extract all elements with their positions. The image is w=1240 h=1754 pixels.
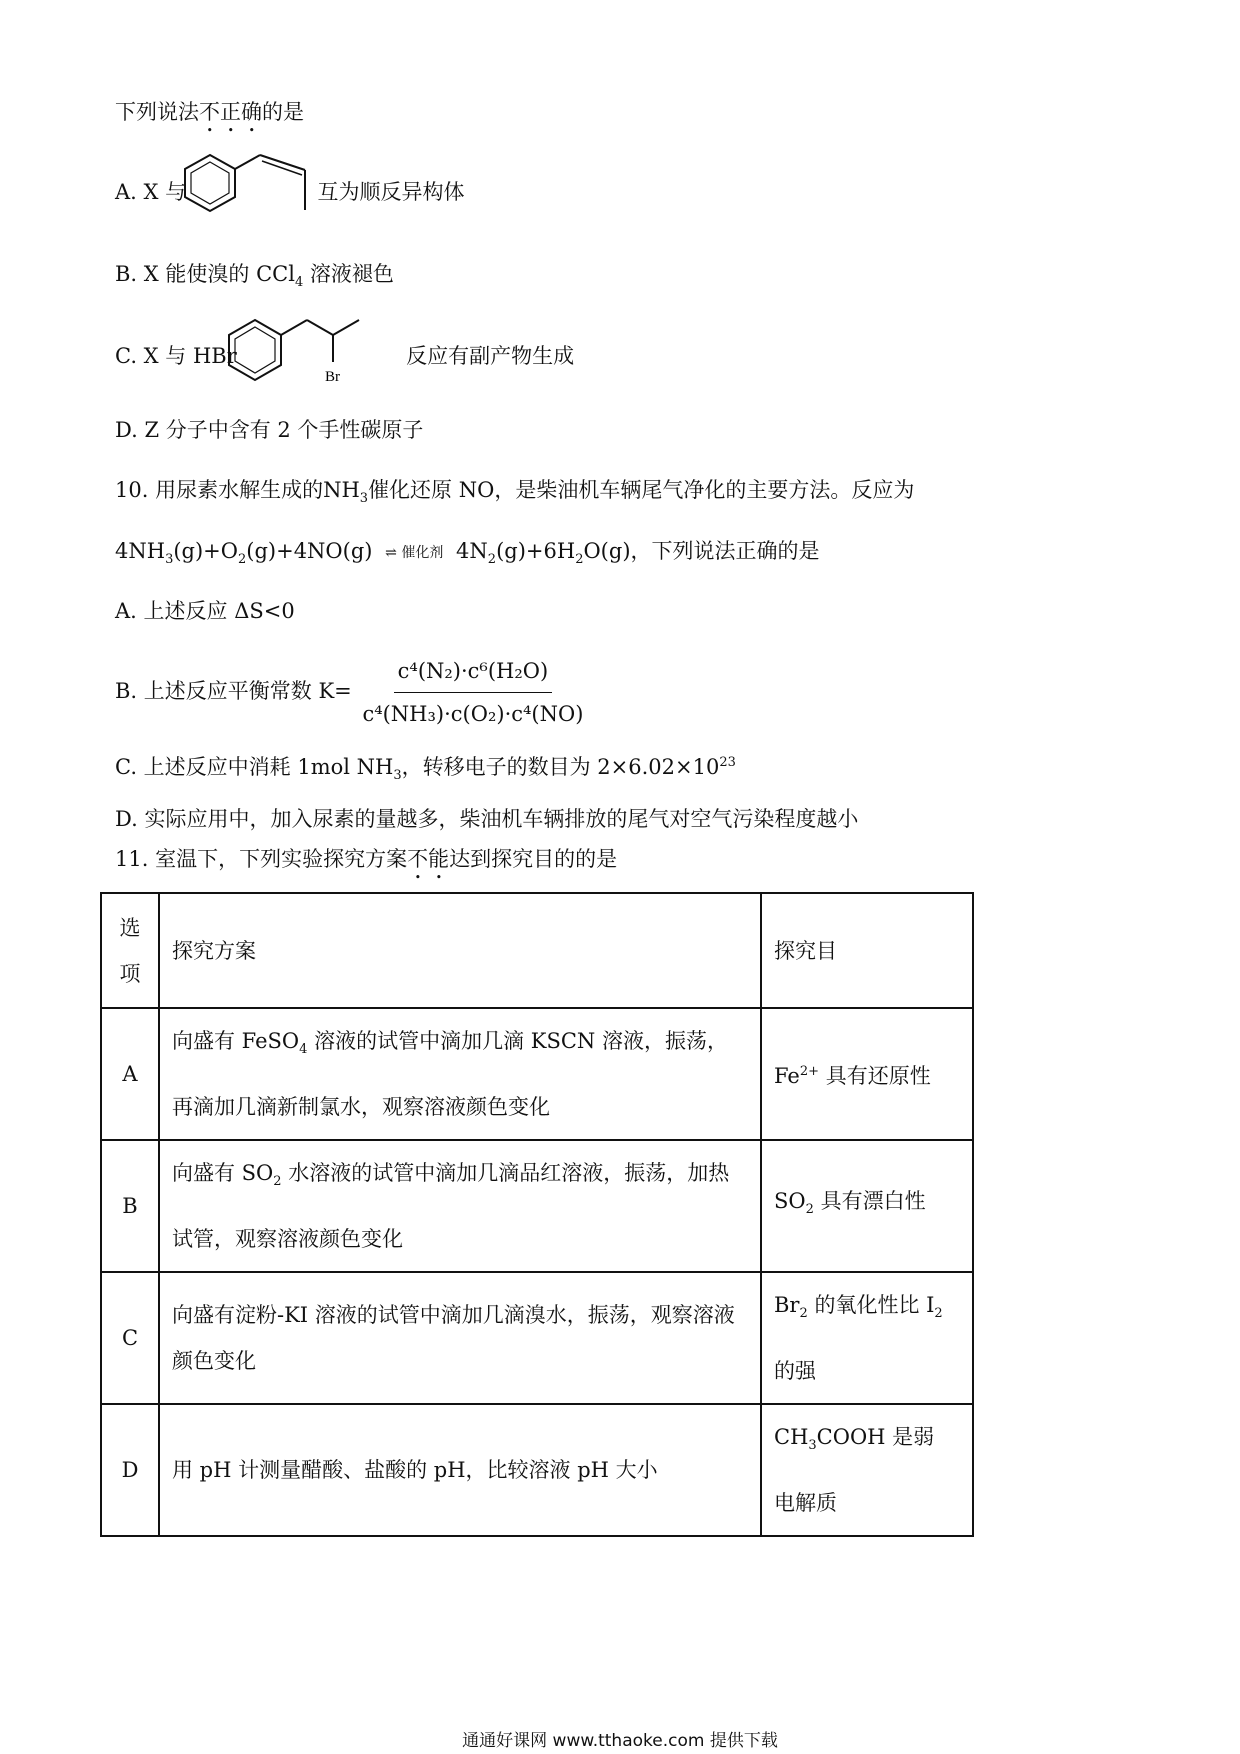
- row-goal: $Fe^{2+}$ 具有还原性: [761, 1008, 973, 1140]
- equilibrium-arrow: ⇌ 催化剂: [385, 544, 444, 561]
- bromopropylbenzene-structure: [225, 310, 385, 392]
- q9-option-a: A. X 与 互为顺反异构体: [115, 180, 465, 204]
- row-key: D: [101, 1404, 159, 1536]
- q10-option-d: D. 实际应用中，加入尿素的量越多，柴油机车辆排放的尾气对空气污染程度越小: [115, 807, 859, 831]
- q11-stem: 11. 室温下，下列实验探究方案不能达到探究目的的是: [115, 847, 618, 871]
- q10-option-a: A. 上述反应 ΔS<0: [115, 599, 295, 623]
- table-row: [101, 1008, 973, 1140]
- row-key: A: [101, 1008, 159, 1140]
- row-goal: $Br_2$ 的氧化性比 $I_2$ 的强: [761, 1272, 973, 1404]
- row-plan: 向盛有 $SO_2$ 水溶液的试管中滴加几滴品红溶液，振荡，加热 试管，观察溶液颜色变化: [159, 1140, 761, 1272]
- row-plan: 向盛有淀粉-KI 溶液的试管中滴加几滴溴水，振荡，观察溶液 颜色变化: [159, 1272, 761, 1404]
- table-row: [101, 1272, 973, 1404]
- table-header-row: [101, 893, 973, 1008]
- row-key: B: [101, 1140, 159, 1272]
- q10-stem: 10. 用尿素水解生成的$NH_3$催化还原 NO，是柴油机车辆尾气净化的主要方法。反应为: [115, 478, 915, 507]
- header-goal: 探究目: [761, 893, 973, 1008]
- header-plan: 探究方案: [159, 893, 761, 1008]
- q9-option-d: D. Z 分子中含有 2 个手性碳原子: [115, 418, 424, 442]
- q10-equation: $4NH_3(g)+O_2(g)+4NO(g)$ ⇌ 催化剂 $4N_2(g)+6H_2O(g)$，下列说法正确的是: [115, 539, 820, 568]
- q10-option-b: B. 上述反应平衡常数 K= $\frac{\text{c⁴(N₂)·c⁶(H₂O)}}{\text{c⁴(NH₃)·c(O₂)·c⁴(NO)}}$: [115, 654, 587, 731]
- q10-option-c: C. 上述反应中消耗 1mol $NH_3$，转移电子的数目为 $2\times 6.02\times 10^{23}$: [115, 755, 736, 784]
- table-row: [101, 1140, 973, 1272]
- table-row: [101, 1404, 973, 1536]
- row-plan: 向盛有 FeSO$_4$ 溶液的试管中滴加几滴 KSCN 溶液，振荡， 再滴加几滴新制氯水，观察溶液颜色变化: [159, 1008, 761, 1140]
- emphasis-text: 不能: [407, 847, 450, 871]
- equilibrium-constant-fraction: $\frac{\text{c⁴(N₂)·c⁶(H₂O)}}{\text{c⁴(NH₃)·c(O₂)·c⁴(NO)}}$: [358, 654, 587, 731]
- q9-stem: 下列说法不正确的是: [115, 100, 304, 124]
- q9-option-c: C. X 与 HBr 反应有副产物生成: [115, 344, 575, 368]
- header-option: 选 项: [101, 893, 159, 1008]
- q9-option-b: B. X 能使溴的 CCl$_4$ 溶液褪色: [115, 262, 394, 291]
- row-goal: $CH_3COOH$ 是弱 电解质: [761, 1404, 973, 1536]
- emphasis-text: 不正确: [199, 100, 262, 124]
- row-plan: 用 pH 计测量醋酸、盐酸的 pH，比较溶液 pH 大小: [159, 1404, 761, 1536]
- experiment-table: [100, 892, 974, 1537]
- bromine-label: Br: [325, 369, 340, 385]
- page-footer: 通通好课网 www.tthaoke.com 提供下载: [462, 1731, 778, 1751]
- row-key: C: [101, 1272, 159, 1404]
- cis-styrene-structure: [180, 150, 310, 230]
- row-goal: $SO_2$ 具有漂白性: [761, 1140, 973, 1272]
